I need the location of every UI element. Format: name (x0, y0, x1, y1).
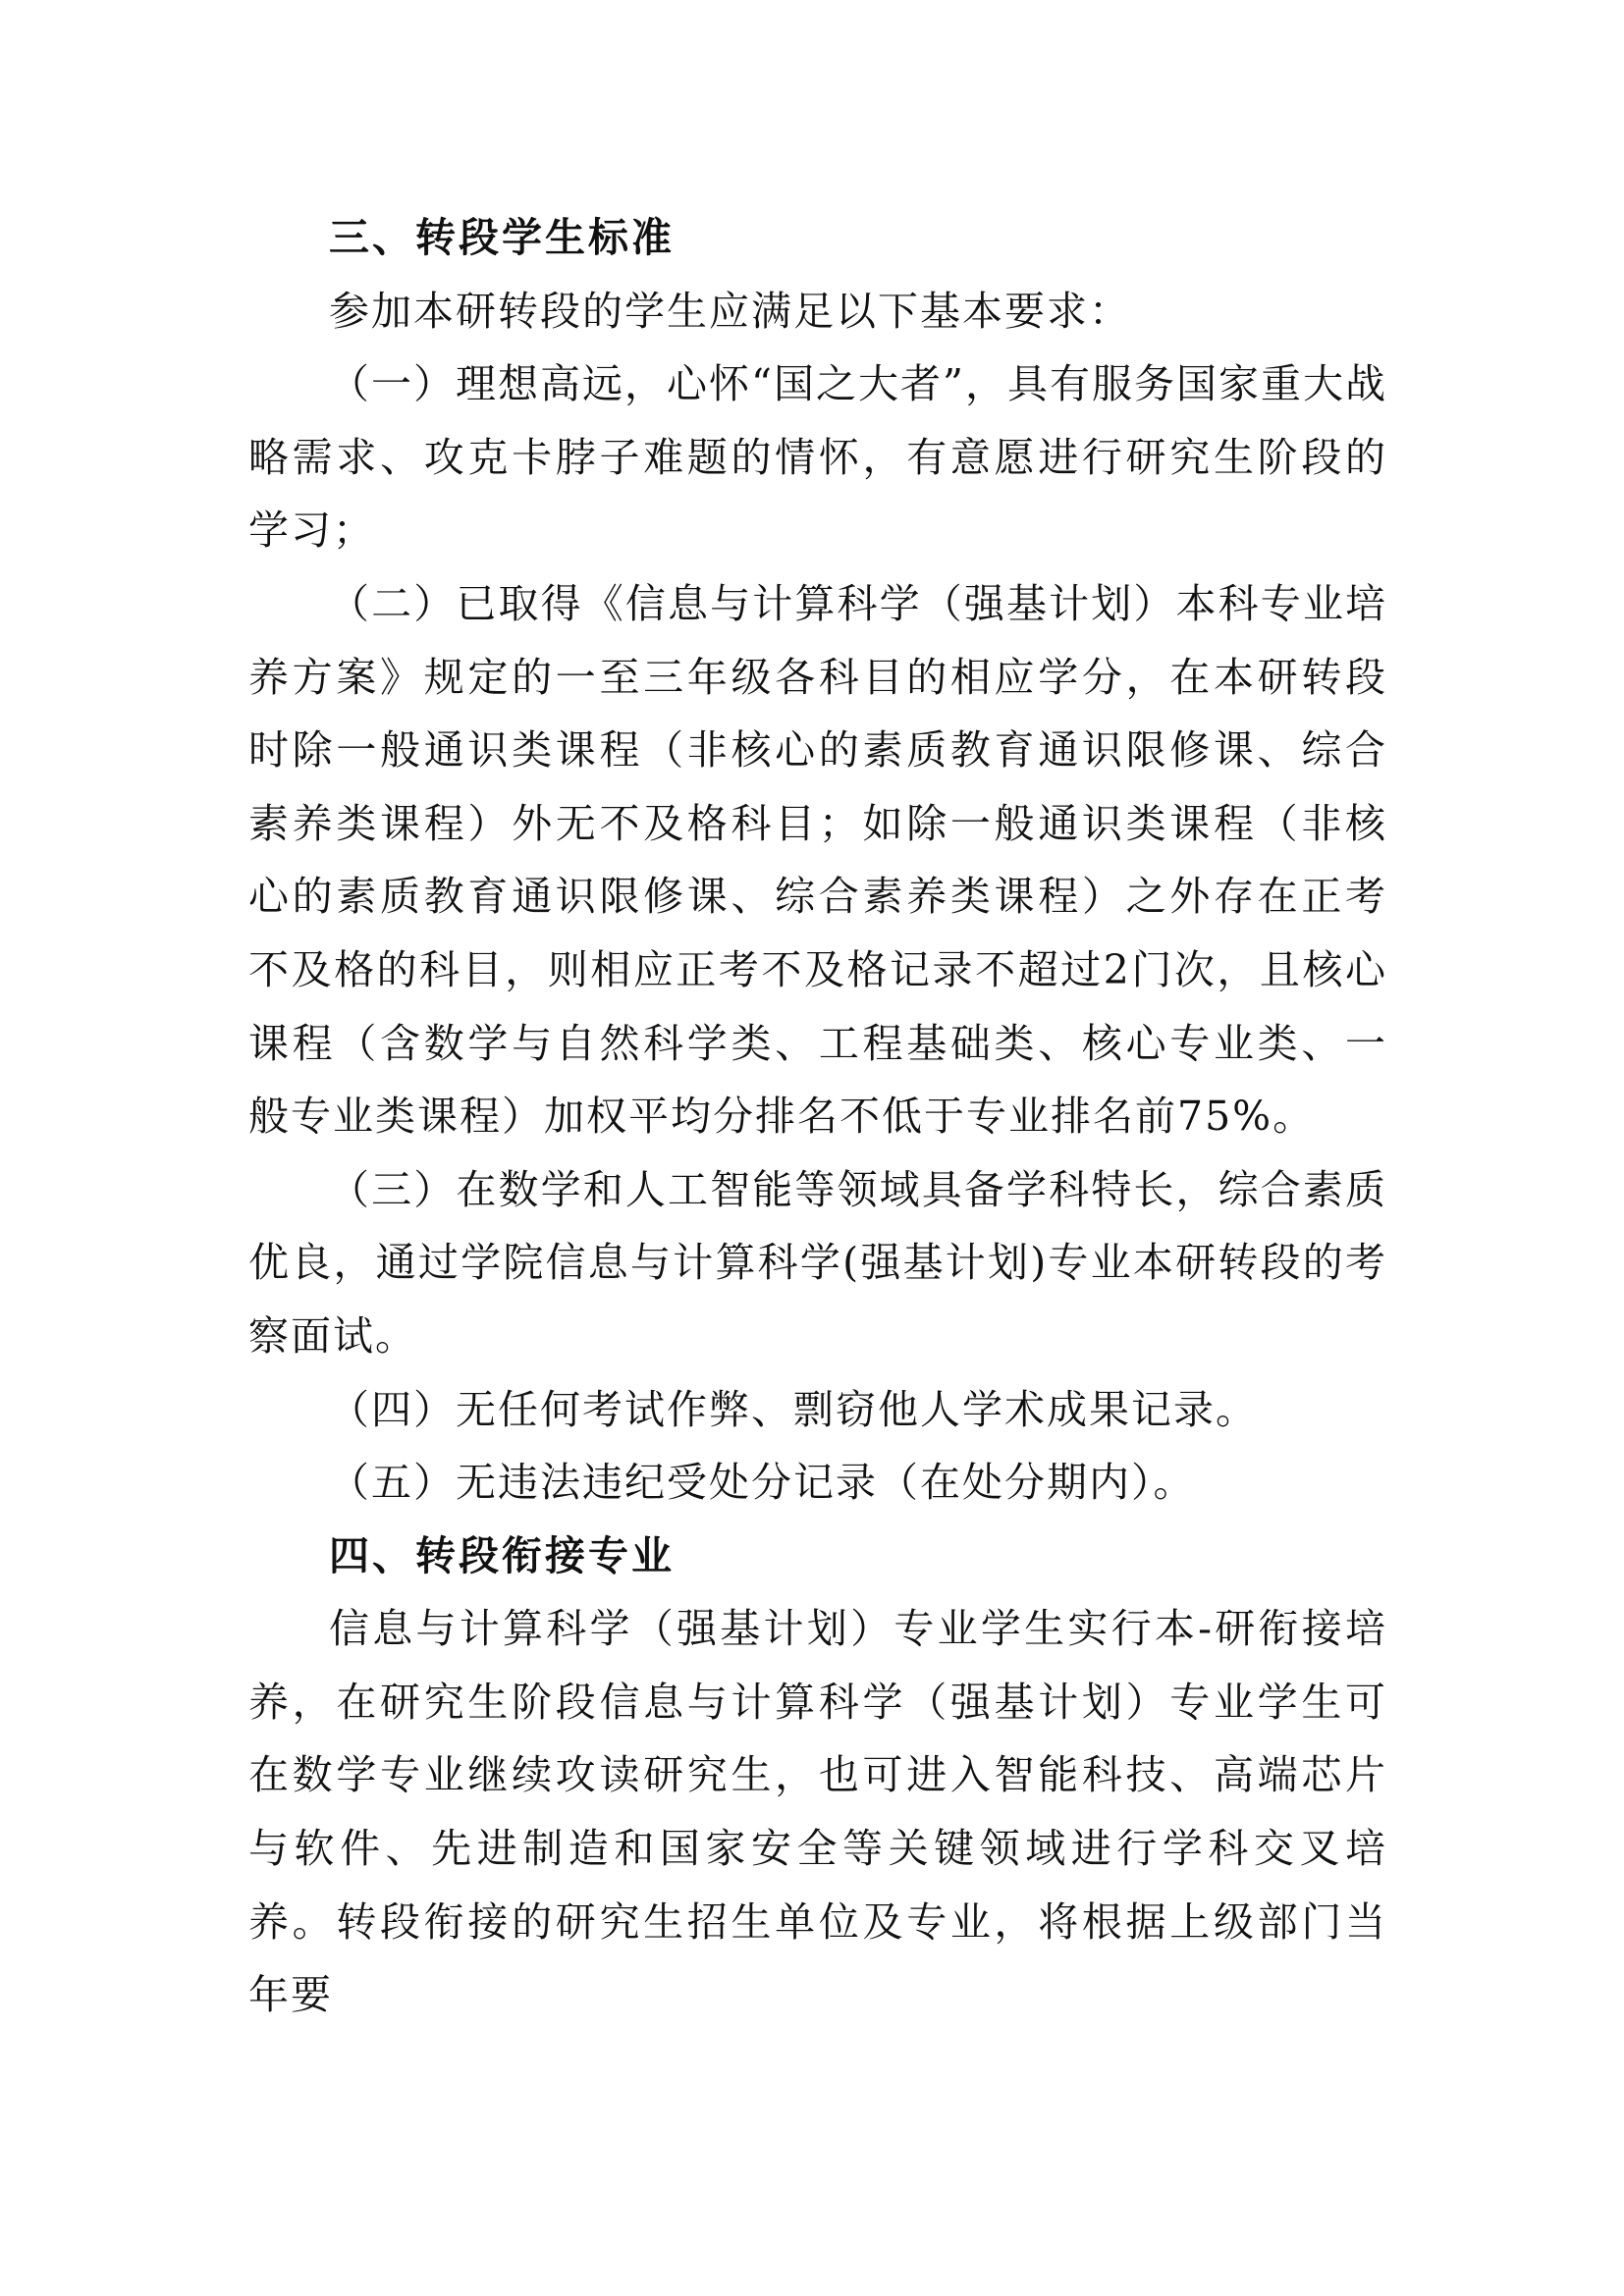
section-4-paragraph: 信息与计算科学（强基计划）专业学生实行本-研衔接培养，在研究生阶段信息与计算科学（强基计划）专业学生可在数学专业继续攻读研究生，也可进入智能科技、高端芯片与软件、先进制造和国家安全等关键领域进行学科交叉培养。转段衔接的研究生招生单位及专业，将根据上级部门当年要 (248, 1605, 1387, 2019)
section-3-heading: 三、转段学生标准 (329, 214, 675, 261)
document-body (248, 201, 1387, 2032)
section-3-item-1: （一）理想高远，心怀“国之大者”，具有服务国家重大战略需求、攻克卡脖子难题的情怀，有意愿进行研究生阶段的学习； (248, 360, 1387, 555)
section-3-item-5: （五）无违法违纪受处分记录（在处分期内）。 (329, 1459, 1196, 1507)
section-3-item-3: （三）在数学和人工智能等领域具备学科特长，综合素质优良，通过学院信息与计算科学(强基计划)专业本研转段的考察面试。 (248, 1165, 1387, 1360)
section-3-item-4: （四）无任何考试作弊、剽窃他人学术成果记录。 (329, 1385, 1258, 1433)
section-4-heading: 四、转段衔接专业 (329, 1531, 675, 1579)
section-3-item-2: （二）已取得《信息与计算科学（强基计划）本科专业培养方案》规定的一至三年级各科目的相应学分，在本研转段时除一般通识类课程（非核心的素质教育通识限修课、综合素养类课程）外无不及格科目；如除一般通识类课程（非核心的素质教育通识限修课、综合素养类课程）之外存在正考不及格的科目，则相应正考不及格记录不超过2门次，且核心课程（含数学与自然科学类、工程基础类、核心专业类、一般专业类课程）加权平均分排名不低于专业排名前75%。 (248, 579, 1387, 1141)
section-3-intro: 参加本研转段的学生应满足以下基本要求： (329, 287, 1131, 335)
